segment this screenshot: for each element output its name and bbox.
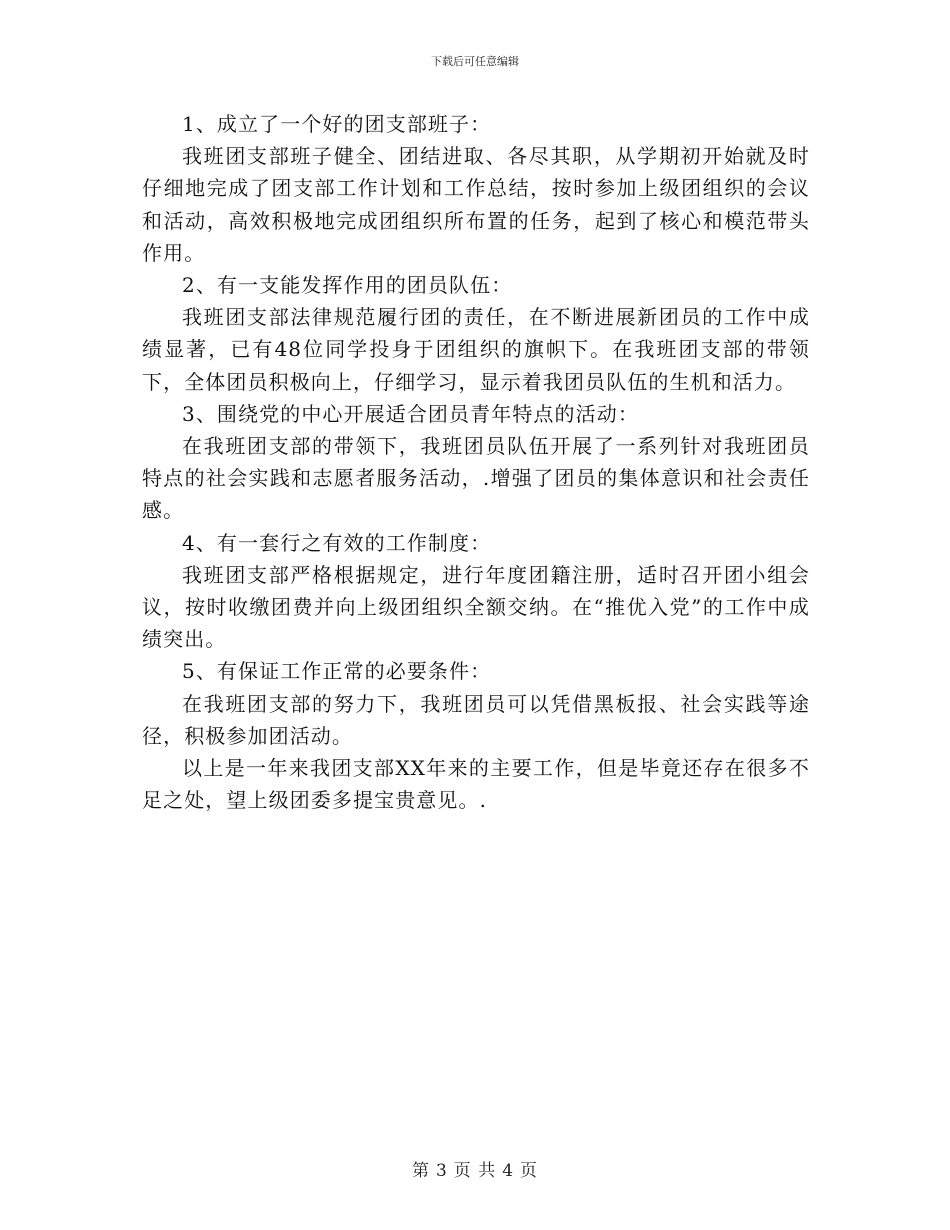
- paragraph-5: 在我班团支部的努力下，我班团员可以凭借黑板报、社会实践等途径，积极参加团活动。: [142, 691, 810, 748]
- total-pages-number: 4: [502, 1161, 515, 1181]
- closing-paragraph: 以上是一年来我团支部XX年来的主要工作，但是毕竟还存在很多不足之处，望上级团委多提宝贵意见。.: [142, 756, 810, 813]
- page-label-mid: 页 共: [453, 1161, 497, 1181]
- section-heading-1: 1、成立了一个好的团支部班子：: [182, 112, 492, 136]
- section-heading-5: 5、有保证工作正常的必要条件：: [182, 659, 492, 684]
- paragraph-4: 我班团支部严格根据规定，进行年度团籍注册，适时召开团小组会议，按时收缴团费并向上级团组织全额交纳。在“推优入党”的工作中成绩突出。: [142, 562, 810, 652]
- document-body: [142, 108, 810, 816]
- section-heading-4: 4、有一套行之有效的工作制度：: [182, 530, 492, 555]
- section-heading-3: 3、围绕党的中心开展适合团员青年特点的活动：: [182, 401, 639, 426]
- page-header-note: 下载后可任意编辑: [431, 55, 519, 68]
- page-footer: [0, 1156, 950, 1181]
- page-label-suffix: 页: [520, 1161, 539, 1181]
- current-page-number: 3: [435, 1161, 448, 1181]
- section-heading-2: 2、有一支能发挥作用的团员队伍：: [182, 273, 513, 298]
- paragraph-3: 在我班团支部的带领下，我班团员队伍开展了一系列针对我班团员特点的社会实践和志愿者服务活动，.增强了团员的集体意识和社会责任感。: [142, 434, 810, 523]
- page-label-prefix: 第: [411, 1161, 430, 1181]
- paragraph-2: 我班团支部法律规范履行团的责任，在不断进展新团员的工作中成绩显著，已有48位同学投身于团组织的旗帜下。在我班团支部的带领下，全体团员积极向上，仔细学习，显示着我团员队伍的生机和活力。: [142, 305, 810, 394]
- paragraph-1: 我班团支部班子健全、团结进取、各尽其职，从学期初开始就及时仔细地完成了团支部工作计划和工作总结，按时参加上级团组织的会议和活动，高效积极地完成团组织所布置的任务，起到了核心和模范带头作用。: [142, 144, 810, 265]
